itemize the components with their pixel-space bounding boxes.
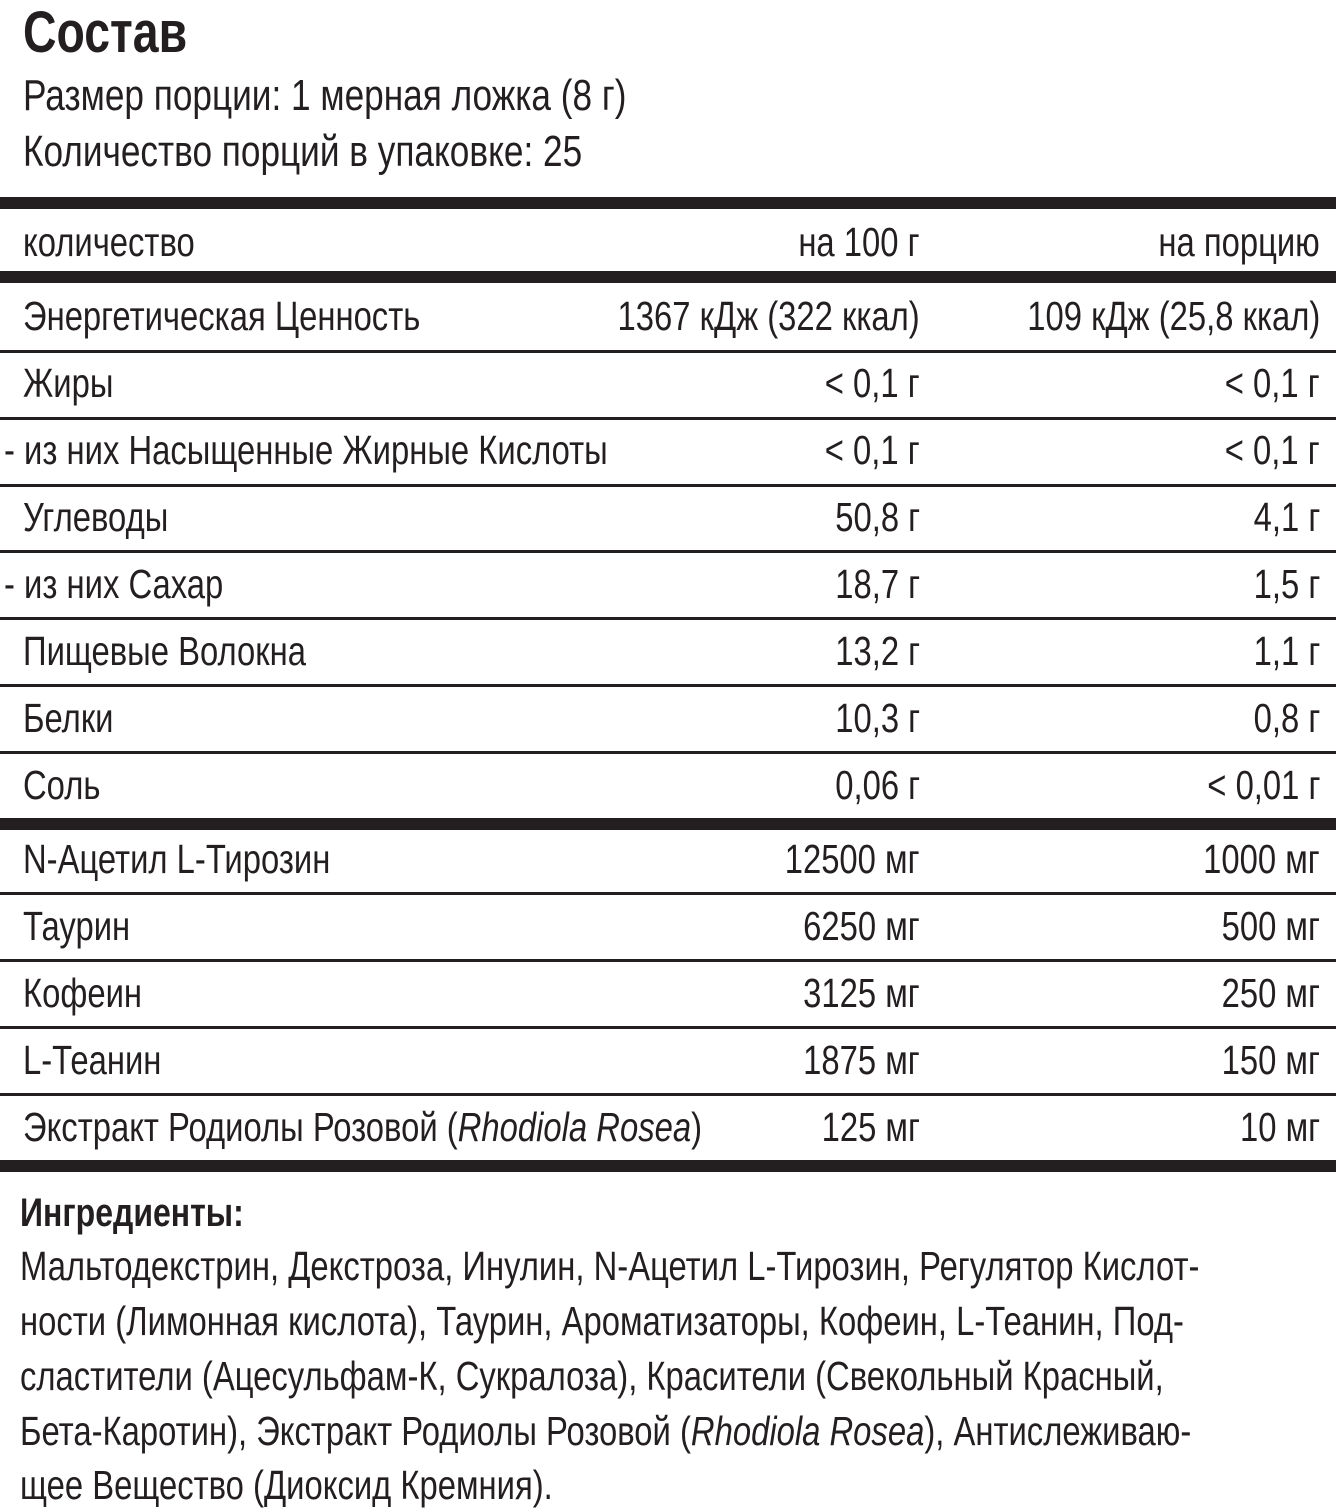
header-bottom-rule	[0, 271, 1336, 283]
row-per-100g: 13,2 г	[835, 628, 920, 674]
serving-size: Размер порции: 1 мерная ложка (8 г)	[23, 71, 627, 120]
section-divider-rule	[0, 818, 1336, 830]
row-per-100g: 50,8 г	[835, 494, 920, 540]
row-per-100g: 12500 мг	[785, 836, 920, 882]
row-divider	[0, 350, 1336, 353]
row-name: Углеводы	[23, 494, 169, 540]
row-name: Экстракт Родиолы Розовой (Rhodiola Rosea)	[23, 1104, 703, 1150]
row-divider	[0, 892, 1336, 895]
ingredients-line: Бета-Каротин), Экстракт Родиолы Розовой (Rhodiola Rosea), Антислеживаю-	[20, 1408, 1192, 1454]
row-per-100g: 6250 мг	[803, 903, 920, 949]
row-name: Пищевые Волокна	[23, 628, 306, 674]
row-divider	[0, 484, 1336, 487]
row-name: N-Ацетил L-Тирозин	[23, 836, 331, 882]
row-name: - из них Сахар	[4, 561, 224, 607]
row-per-serving: 0,8 г	[1253, 695, 1320, 741]
row-per-serving: < 0,01 г	[1206, 762, 1320, 808]
row-name: Энергетическая Ценность	[23, 293, 421, 339]
row-divider	[0, 617, 1336, 620]
column-header-quantity: количество	[23, 219, 195, 265]
row-divider	[0, 417, 1336, 420]
row-divider	[0, 751, 1336, 754]
row-per-100g: < 0,1 г	[825, 427, 920, 473]
page-title: Состав	[23, 0, 188, 65]
column-header-per-100g: на 100 г	[798, 219, 920, 265]
row-per-serving: 1000 мг	[1203, 836, 1320, 882]
row-name: Таурин	[23, 903, 131, 949]
column-header-per-serving: на порцию	[1158, 219, 1320, 265]
row-per-serving: 1,5 г	[1253, 561, 1320, 607]
row-name: - из них Насыщенные Жирные Кислоты	[4, 427, 608, 473]
ingredients-title: Ингредиенты:	[20, 1191, 244, 1235]
row-per-100g: 1367 кДж (322 ккал)	[617, 293, 920, 339]
row-divider	[0, 959, 1336, 962]
row-per-serving: 4,1 г	[1253, 494, 1320, 540]
row-per-serving: 10 мг	[1239, 1104, 1320, 1150]
table-bottom-rule	[0, 1160, 1336, 1172]
row-per-100g: 10,3 г	[835, 695, 920, 741]
row-name: Соль	[23, 762, 101, 808]
row-per-100g: 1875 мг	[803, 1037, 920, 1083]
row-per-serving: 1,1 г	[1253, 628, 1320, 674]
row-name: Белки	[23, 695, 114, 741]
row-per-100g: 3125 мг	[803, 970, 920, 1016]
ingredients-line: Мальтодекстрин, Декстроза, Инулин, N-Ацетил L-Тирозин, Регулятор Кислот-	[20, 1243, 1200, 1289]
ingredients-line: ности (Лимонная кислота), Таурин, Ароматизаторы, Кофеин, L-Теанин, Под-	[20, 1298, 1184, 1344]
row-per-serving: < 0,1 г	[1225, 427, 1320, 473]
row-per-100g: < 0,1 г	[825, 360, 920, 406]
row-divider	[0, 550, 1336, 553]
table-top-rule	[0, 197, 1336, 209]
row-per-100g: 0,06 г	[835, 762, 920, 808]
row-per-100g: 18,7 г	[835, 561, 920, 607]
row-divider	[0, 1026, 1336, 1029]
ingredients-line: сластители (Ацесульфам-К, Сукралоза), Красители (Свекольный Красный,	[20, 1353, 1164, 1399]
row-divider	[0, 684, 1336, 687]
row-per-serving: < 0,1 г	[1225, 360, 1320, 406]
row-name: L-Теанин	[23, 1037, 162, 1083]
row-per-serving: 109 кДж (25,8 ккал)	[1026, 293, 1320, 339]
row-per-serving: 150 мг	[1221, 1037, 1320, 1083]
row-per-serving: 500 мг	[1221, 903, 1320, 949]
row-name: Кофеин	[23, 970, 143, 1016]
ingredients-line: щее Вещество (Диоксид Кремния).	[20, 1462, 553, 1508]
row-per-serving: 250 мг	[1221, 970, 1320, 1016]
row-per-100g: 125 мг	[821, 1104, 920, 1150]
row-divider	[0, 1093, 1336, 1096]
servings-per-package: Количество порций в упаковке: 25	[23, 127, 583, 176]
row-name: Жиры	[23, 360, 114, 406]
